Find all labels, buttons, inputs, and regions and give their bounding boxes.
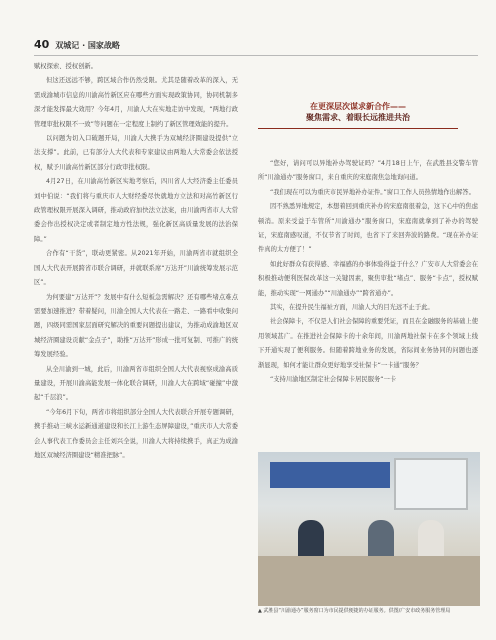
paragraph: 如此好群众有获得感、幸福感的办事体验得益于什么？广安市人大常委会在积极推动便利医保改革这一关键因素，聚焦审批“堵点”、服务“卡点”，授权赋能，推动实现“一网通办”“川渝通办”“跨省通办”。 bbox=[258, 260, 478, 297]
left-text-column bbox=[34, 60, 238, 463]
service-window-photo bbox=[258, 452, 480, 606]
photo-service-counter bbox=[258, 556, 480, 606]
photo-window bbox=[394, 458, 468, 510]
paragraph: 社会保障卡，不仅是人们社会保障的重要凭证，而且在金融服务的基础上使用领域甚广。在推进社会保障卡的十余年间，川渝两地社保卡在多个领域上线下开通实现了便利服务。但随着跨地业务的发展，省际间业务协同的问题也逐渐显现，如何才能让群众更好地享受社保卡“一卡通”服务？ bbox=[258, 318, 478, 369]
subheading-rule bbox=[258, 128, 458, 129]
paragraph: 赋权探索、授权创新。 bbox=[34, 63, 97, 70]
paragraph: “我们现在可以为重庆市民异地补办证件。”窗口工作人员热情地作出解答。 bbox=[270, 188, 475, 196]
paragraph: 从全川渝到一城，此后，川渝两省市组织全国人大代表视察成渝高质量建设，开展川渝高能发展一体化联合调研，川渝人大在跨域“碰撞”中激起“千层浪”。 bbox=[34, 365, 238, 402]
paragraph: 合作有“干货”，联动更紧密。从2021年开始，川渝两省市就组织全国人大代表开展跨省市联合调研，并就联系席“万达开”川渝统筹发展示范区”。 bbox=[34, 250, 238, 287]
paragraph: 但这还远远不够，跨区域合作仍然受限。尤其是随着改革的深入，无需成渝城市信息的川渝高竹新区应在哪些方面实现政策协同，协同机制多深才能发挥最大效用？今年4月，川渝人大在实地走访中发现，“两地行政管理审批权限不一致”等问题在一定程度上制约了新区管理效能的提升。 bbox=[34, 77, 238, 128]
right-text-column bbox=[258, 157, 478, 388]
photo-sign-board bbox=[270, 462, 390, 488]
subheading bbox=[258, 101, 458, 129]
section-title: 双城记 · 国家战略 bbox=[55, 41, 120, 50]
paragraph: “今年6月下旬，两省市将组织部分全国人大代表联合开展专题调研，携手推动三峡水运新通道建设和长江上游生态屏障建设，”重庆市人大常委会人事代表工作委员会主任刘兴全说，川渝人大将持续携手，真正为成渝地区双城经济圈建设“精准把脉”。 bbox=[34, 408, 238, 459]
header-divider bbox=[34, 55, 478, 56]
paragraph: 为何要建“万达开”？发展中有什么短板急需解决？还有哪些堵点难点需要加速推进？带着疑问，川渝全国人大代表在一路走、一路看中收集问题，四级同需国家层面研究解决的重要问题提出建议，为推动成渝地区双城经济圈建设贡献“金点子”，助推“万达开”形成一批可复制、可推广的统筹发展经验。 bbox=[34, 293, 238, 359]
paragraph: “支持川渝地区制定社会保障卡居民服务“一卡 bbox=[270, 376, 397, 384]
photo-caption: ▲ 武胜县“川渝通办”服务窗口为市民提供便捷的办证服务。供图/广安市政务服务管理局 bbox=[258, 608, 451, 614]
paragraph: 因不熟悉异地规定，本想着回到重庆补办的宋庭南很着急，这下心中的焦虑顿消。原来受益于车管所“川渝通办”服务窗口，宋庭南就拿到了补办的驾驶证，宋庭南感叹道，不仅节省了时间，也省下了来回奔波的路费。“现在补办证件真的太方便了！” bbox=[258, 203, 478, 254]
subheading-line-2: 聚焦需求、着眼长远推进共治 bbox=[306, 113, 410, 122]
paragraph: 其实，在提升民生福祉方面，川渝人大的目光远不止于此。 bbox=[270, 304, 434, 312]
page-number: 40 bbox=[34, 38, 50, 51]
paragraph: 4月27日，在川渝高竹新区实地考察后，四川省人大经济委主任委员刘中伯说：“我们将与重庆市人大财经委尽快就地方立法和对高竹新区行政管理权限开展深入调研，推动政府加快法立法案，由川渝两省市人大常委会作出授权决定或者制定地方性法规，强化新区高质量发展的法治保障。” bbox=[34, 178, 238, 243]
paragraph: “您好，请问可以异地补办驾驶证吗？”4月18日上午，在武胜县交警车管所“川渝通办”服务窗口，来自重庆的宋庭南焦急地询问道。 bbox=[258, 160, 478, 182]
subheading-line-1: 在更深层次谋求新合作—— bbox=[310, 102, 406, 111]
paragraph: 以问题为切入口破题开局，川渝人大携手为双城经济圈建设提供“立法支撑”。此前，已有部分人大代表和专家建议由两地人大常委会依法授权，赋予川渝高竹新区部分行政审批权限。 bbox=[34, 135, 238, 171]
page-header bbox=[34, 38, 120, 52]
